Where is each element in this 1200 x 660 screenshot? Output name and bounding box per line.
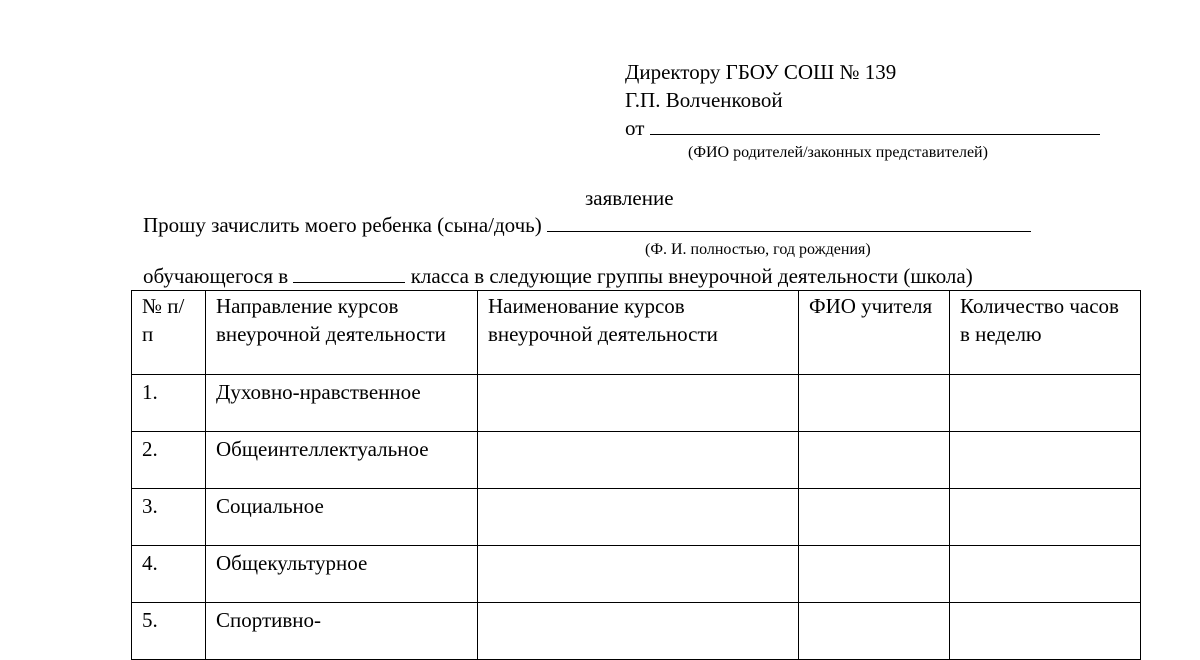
row-teacher-cell[interactable] bbox=[799, 375, 950, 432]
row-direction: Духовно-нравственное bbox=[206, 375, 478, 432]
column-header-number: № п/п bbox=[132, 291, 206, 375]
column-header-teacher: ФИО учителя bbox=[799, 291, 950, 375]
row-number: 5. bbox=[132, 603, 206, 660]
row-teacher-cell[interactable] bbox=[799, 603, 950, 660]
row-hours-cell[interactable] bbox=[950, 603, 1141, 660]
row-hours-cell[interactable] bbox=[950, 489, 1141, 546]
request-caption: (Ф. И. полностью, год рождения) bbox=[645, 241, 871, 258]
column-header-hours: Количество часов в неделю bbox=[950, 291, 1141, 375]
row-teacher-cell[interactable] bbox=[799, 489, 950, 546]
from-blank-field[interactable] bbox=[650, 116, 1100, 135]
row-teacher-cell[interactable] bbox=[799, 432, 950, 489]
row-course-cell[interactable] bbox=[478, 489, 799, 546]
class-blank-field[interactable] bbox=[293, 265, 405, 283]
table-row bbox=[132, 375, 1141, 432]
row-direction: Общеинтеллектуальное bbox=[206, 432, 478, 489]
from-caption: (ФИО родителей/законных представителей) bbox=[688, 144, 988, 161]
from-label: от bbox=[625, 116, 645, 140]
row-teacher-cell[interactable] bbox=[799, 546, 950, 603]
document-title: заявление bbox=[585, 186, 674, 210]
addressee-line: Директору ГБОУ СОШ № 139 bbox=[625, 60, 897, 84]
row-course-cell[interactable] bbox=[478, 546, 799, 603]
row-course-cell[interactable] bbox=[478, 432, 799, 489]
table-row bbox=[132, 489, 1141, 546]
table-row bbox=[132, 603, 1141, 660]
request-text: Прошу зачислить моего ребенка (сына/дочь) bbox=[143, 213, 542, 237]
row-number: 4. bbox=[132, 546, 206, 603]
class-prefix: обучающегося в bbox=[143, 264, 289, 288]
row-number: 1. bbox=[132, 375, 206, 432]
class-suffix: класса в следующие группы внеурочной деятельности (школа) bbox=[410, 264, 973, 288]
row-direction: Спортивно- bbox=[206, 603, 478, 660]
row-number: 3. bbox=[132, 489, 206, 546]
row-hours-cell[interactable] bbox=[950, 432, 1141, 489]
row-hours-cell[interactable] bbox=[950, 546, 1141, 603]
column-header-direction: Направление курсов внеурочной деятельности bbox=[206, 291, 478, 375]
table-header-row bbox=[132, 291, 1141, 375]
row-number: 2. bbox=[132, 432, 206, 489]
child-name-blank-field[interactable] bbox=[547, 213, 1031, 232]
courses-table bbox=[131, 290, 1141, 660]
table-row bbox=[132, 432, 1141, 489]
from-row bbox=[625, 116, 1100, 141]
column-header-course-name: Наименование курсов внеурочной деятельности bbox=[478, 291, 799, 375]
request-row bbox=[143, 213, 1031, 238]
row-hours-cell[interactable] bbox=[950, 375, 1141, 432]
class-row bbox=[143, 264, 973, 289]
row-course-cell[interactable] bbox=[478, 375, 799, 432]
table-row bbox=[132, 546, 1141, 603]
row-direction: Социальное bbox=[206, 489, 478, 546]
addressee-name: Г.П. Волченковой bbox=[625, 88, 783, 112]
row-direction: Общекультурное bbox=[206, 546, 478, 603]
row-course-cell[interactable] bbox=[478, 603, 799, 660]
